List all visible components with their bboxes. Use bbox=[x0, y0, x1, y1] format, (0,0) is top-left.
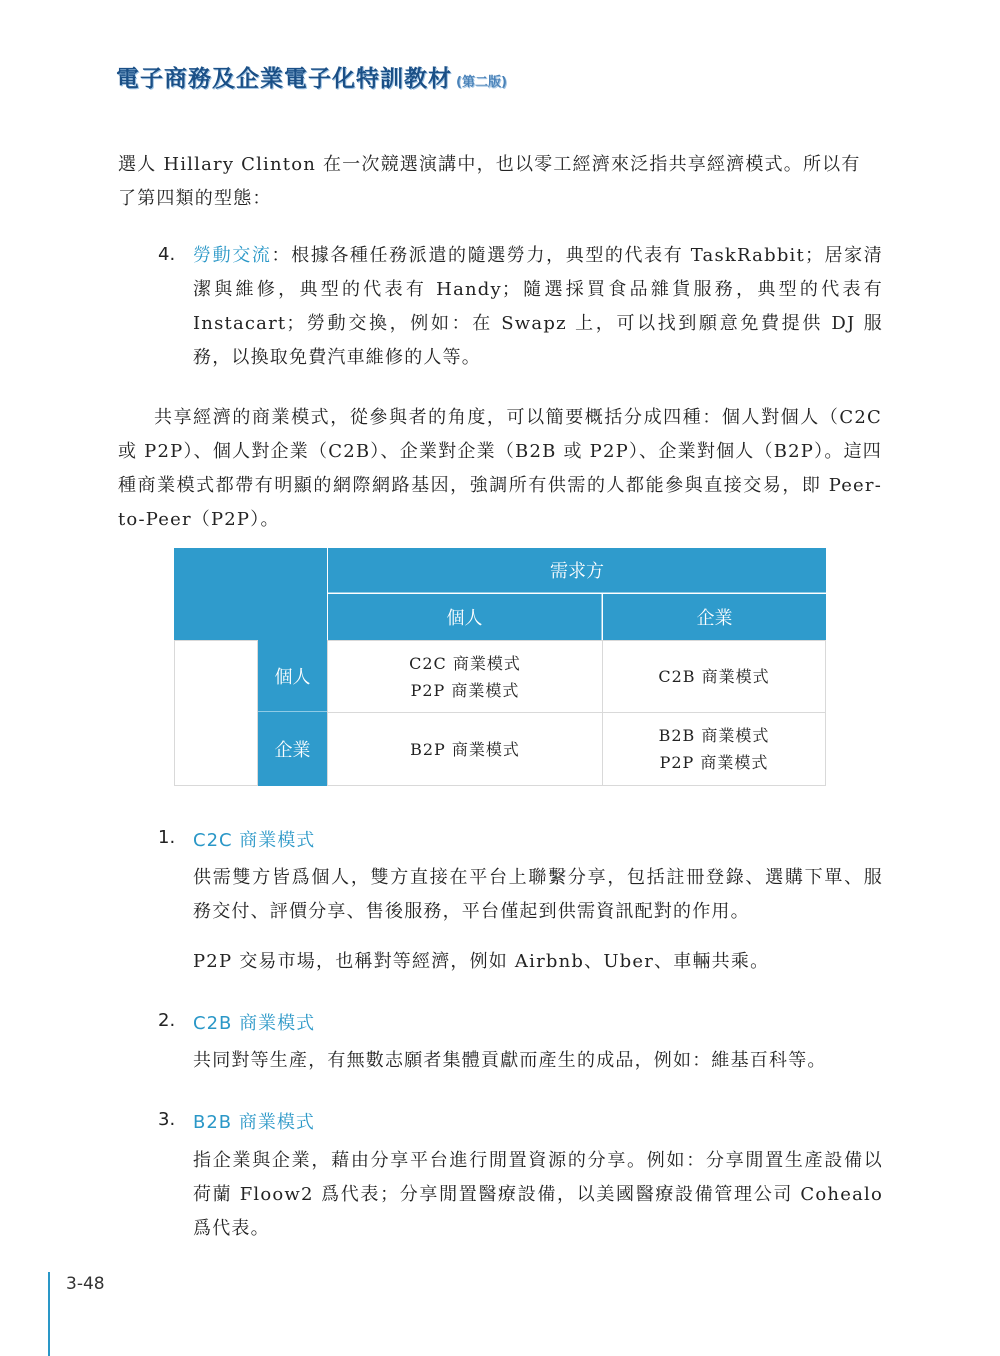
intro-line-1: 選人 Hillary Clinton 在一次競選演講中，也以零工經濟來泛指共享經濟模式。所以有 bbox=[118, 154, 861, 175]
intro-paragraph bbox=[118, 148, 882, 216]
supply-side-cell bbox=[174, 640, 258, 786]
section-1-title: C2C 商業模式 bbox=[193, 830, 316, 851]
cell-personal-enterprise bbox=[602, 640, 826, 713]
section-2-paragraph-1: 共同對等生產，有無數志願者集體貢獻而產生的成品，例如：維基百科等。 bbox=[193, 1050, 827, 1071]
item-4-keyword: 勞動交流 bbox=[193, 245, 272, 266]
book-title-text: 電子商務及企業電子化特訓教材 bbox=[116, 66, 452, 92]
cell-p2p-1: P2P 商業模式 bbox=[410, 680, 520, 700]
table-corner bbox=[174, 548, 327, 640]
item-4-number: 4. bbox=[158, 244, 176, 265]
item-4-text: ：根據各種任務派遣的隨選勞力，典型的代表有 TaskRabbit；居家清潔與維修，典型的代表有 Handy；隨選採買食品雜貨服務，典型的代表有 Instacart；勞動交換，例如：在 Swapz 上，可以找到願意免費提供 DJ 服務，以換取免費汽車維修的人等。 bbox=[193, 245, 883, 368]
cell-b2b: B2B 商業模式 bbox=[658, 726, 770, 745]
cell-c2b: C2B 商業模式 bbox=[658, 667, 770, 686]
row-header-enterprise: 企業 bbox=[258, 712, 327, 786]
cell-b2p: B2P 商業模式 bbox=[410, 739, 520, 759]
section-2-title: C2B 商業模式 bbox=[193, 1013, 316, 1034]
row-header-personal: 個人 bbox=[258, 640, 327, 712]
models-paragraph: 共享經濟的商業模式，從參與者的角度，可以簡要概括分成四種：個人對個人（C2C 或 P2P）、個人對企業（C2B）、企業對企業（B2B 或 P2P）、企業對個人（B2P）。這四種商業模式都帶有明顯的網際網路基因，強調所有供需的人都能參與直接交易，即 Peer-to-Peer（P2P）。 bbox=[118, 407, 882, 530]
section-3-paragraph-1: 指企業與企業，藉由分享平台進行閒置資源的分享。例如：分享閒置生產設備以荷蘭 Floow2 爲代表；分享閒置醫療設備，以美國醫療設備管理公司 Cohealo 爲代表。 bbox=[193, 1150, 883, 1239]
business-model-table bbox=[174, 548, 826, 786]
section-1-number: 1. bbox=[158, 827, 176, 848]
section-3-title: B2B 商業模式 bbox=[193, 1112, 315, 1133]
cell-enterprise-personal bbox=[327, 712, 603, 786]
edition-label: (第二版) bbox=[456, 75, 507, 90]
cell-p2p-2: P2P 商業模式 bbox=[659, 753, 769, 772]
col-header-enterprise: 企業 bbox=[603, 594, 826, 640]
book-title bbox=[116, 60, 507, 93]
demand-header: 需求方 bbox=[328, 548, 826, 593]
cell-personal-personal bbox=[327, 640, 603, 713]
item-4-body bbox=[193, 239, 883, 375]
section-1-paragraph-1: 供需雙方皆爲個人，雙方直接在平台上聯繫分享，包括註冊登錄、選購下單、服務交付、評價分享、售後服務，平台僅起到供需資訊配對的作用。 bbox=[193, 867, 883, 922]
cell-enterprise-enterprise bbox=[602, 712, 826, 786]
section-2-number: 2. bbox=[158, 1010, 176, 1031]
section-1-paragraph-2: P2P 交易市場，也稱對等經濟，例如 Airbnb、Uber、車輛共乘。 bbox=[193, 951, 770, 972]
page-margin-bar bbox=[48, 1272, 50, 1356]
cell-c2c: C2C 商業模式 bbox=[409, 653, 521, 673]
intro-line-2: 了第四類的型態： bbox=[118, 188, 272, 209]
col-header-personal: 個人 bbox=[328, 594, 602, 640]
page-number: 3-48 bbox=[66, 1274, 105, 1294]
section-3-number: 3. bbox=[158, 1109, 176, 1130]
